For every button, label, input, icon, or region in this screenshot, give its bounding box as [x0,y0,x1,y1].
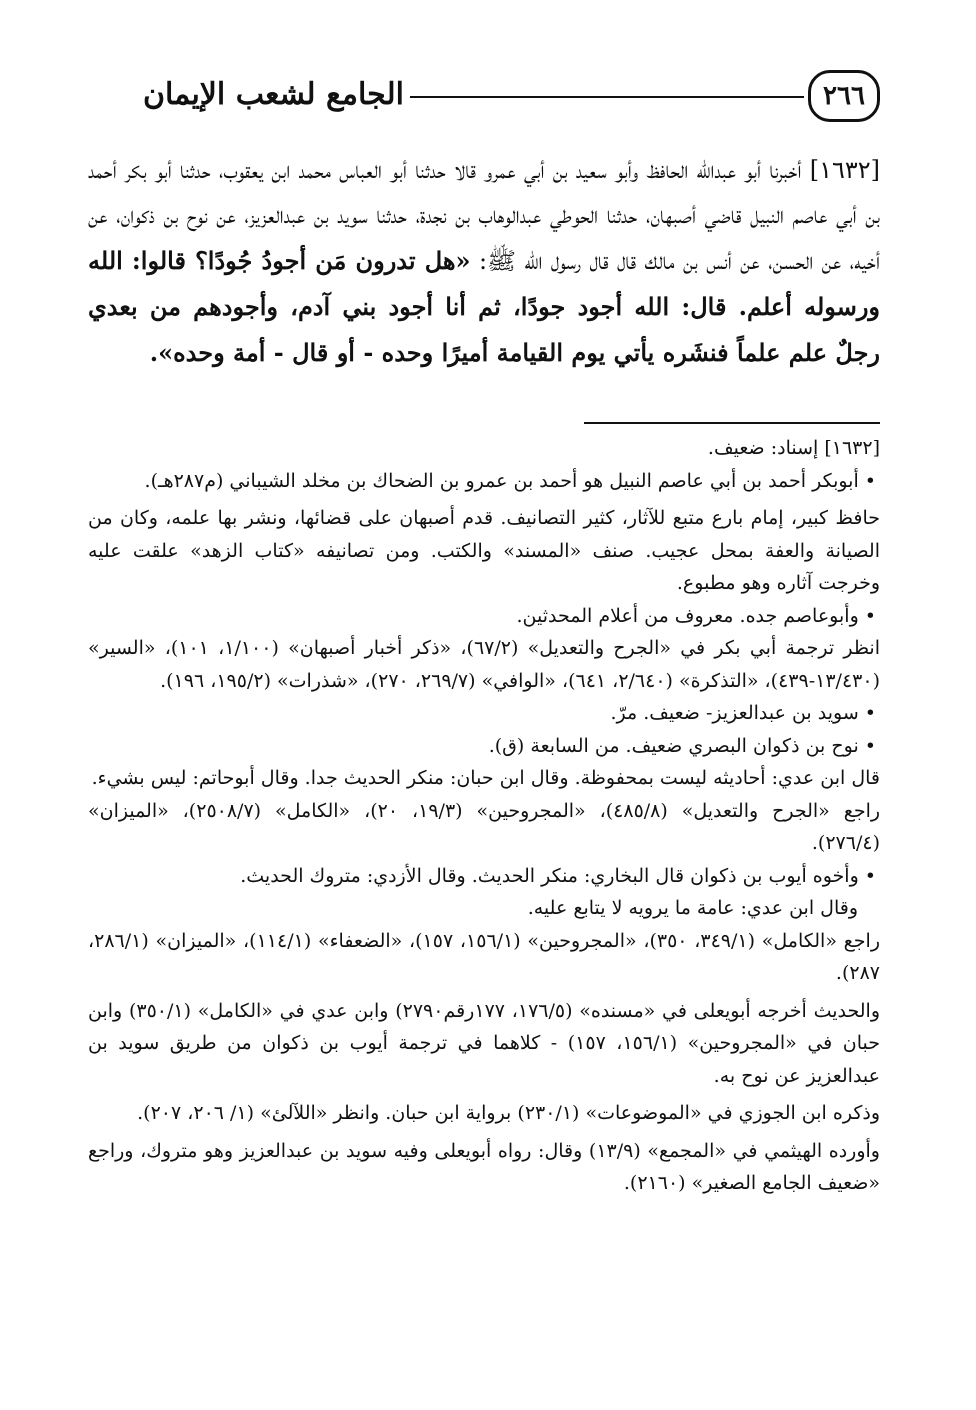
footnote-paragraph: وأورده الهيثمي في «المجمع» (١٣/٩) وقال: رواه أبويعلى وفيه سويد بن عبدالعزيز وهو متروك، وراجع «ضعيف الجامع الصغير» (٢١٦٠). [88,1139,880,1194]
page-number: ٢٦٦ [808,70,880,122]
footnote-paragraph: راجع «الجرح والتعديل» (٤٨٥/٨)، «المجروحين» (١٩/٣، ٢٠)، «الكامل» (٢٥٠٨/٧)، «الميزان» (٢٧٦/٤). [88,799,881,854]
footnote-paragraph: حافظ كبير، إمام بارع متبع للآثار، كثير التصانيف. قدم أصبهان على قضائها، ونشر بها علمه، وكان من الصيانة والعفة بمحل عجيب. صنف «المسند» والكتب. ومن تصانيفه «كتاب الزهد» علقت عليه وخرجت آثاره وهو مطبوع. [88,507,880,594]
page-header [92,70,880,126]
footnote-paragraph: وقال ابن عدي: عامة ما يرويه لا يتابع عليه. [527,897,858,919]
footnote-bullet: • أبوبكر أحمد بن أبي عاصم النبيل هو أحمد بن عمرو بن الضحاك بن مخلد الشيباني (م٢٨٧هـ). [144,469,876,492]
footnote-separator [584,422,880,424]
footnote-paragraph: انظر ترجمة أبي بكر في «الجرح والتعديل» (٦٧/٢)، «ذكر أخبار أصبهان» (١/١٠٠، ١٠١)، «السير» (١٣/٤٣٠-٤٣٩)، «التذكرة» (٢/٦٤٠، ٦٤١)، «الوافي» (٢٦٩/٧، ٢٧٠)، «شذرات» (١٩٥/٢، ١٩٦). [88,637,880,692]
footnote-bullet: • وأبوعاصم جده. معروف من أعلام المحدثين. [516,604,876,627]
running-title: الجامع لشعب الإيمان [142,77,404,112]
footnote-heading: [١٦٣٢] إسناد: ضعيف. [707,437,880,459]
footnote-paragraph: وذكره ابن الجوزي في «الموضوعات» (٢٣٠/١) برواية ابن حبان. وانظر «اللآلئ» (١/ ٢٠٦، ٢٠٧). [137,1102,880,1124]
matn-text: «هل تدرون مَن أجودُ جُودًا؟ قالوا: الله ورسوله أعلم. قال: الله أجود جودًا، ثم أنا أجود بني آدم، وأجودهم من بعدي رجلٌ علم علماً فنشَره يأتي يوم القيامة أميرًا وحده - أو قال - أمة وحده». [88,246,880,367]
hadith-text [88,148,880,376]
footnote-paragraph: قال ابن عدي: أحاديثه ليست بمحفوظة. وقال ابن حبان: منكر الحديث جدا. وقال أبوحاتم: ليس بشيء. [91,767,880,789]
isnad-text: [١٦٣٢] أخبرنا أبو عبدالله الحافظ وأبو سعيد بن أبي عمرو قالا حدثنا أبو العباس محمد ابن يعقوب، حدثنا أبو بكر أحمد بن أبي عاصم النبيل قاضي أصبهان، حدثنا الحوطي عبدالوهاب بن نجدة، حدثنا سويد بن عبدالعزيز، عن نوح بن ذكوان، عن أخيه، عن الحسن، عن أنس بن مالك قال قال رسول الله ﷺ: [88,156,881,275]
footnote-bullet: • وأخوه أيوب بن ذكوان قال البخاري: منكر الحديث. وقال الأزدي: متروك الحديث. [240,864,876,887]
footnotes [88,432,880,1200]
header-rule [410,96,804,98]
footnote-paragraph: والحديث أخرجه أبويعلى في «مسنده» (١٧٦/٥، ١٧٧رقم٢٧٩٠) وابن عدي في «الكامل» (٣٥٠/١) وابن حبان في «المجروحين» (١٥٦/١، ١٥٧) - كلاهما في ترجمة أيوب بن ذكوان من طريق سويد بن عبدالعزيز عن نوح به. [88,999,880,1087]
footnote-bullet: • نوح بن ذكوان البصري ضعيف. من السابعة (ق). [488,734,876,757]
footnote-bullet: • سويد بن عبدالعزيز- ضعيف. مرّ. [610,702,876,724]
footnote-paragraph: راجع «الكامل» (٣٤٩/١، ٣٥٠)، «المجروحين» (١٥٦/١، ١٥٧)، «الضعفاء» (١١٤/١)، «الميزان» (٢٨٦/١، ٢٨٧). [88,929,880,984]
